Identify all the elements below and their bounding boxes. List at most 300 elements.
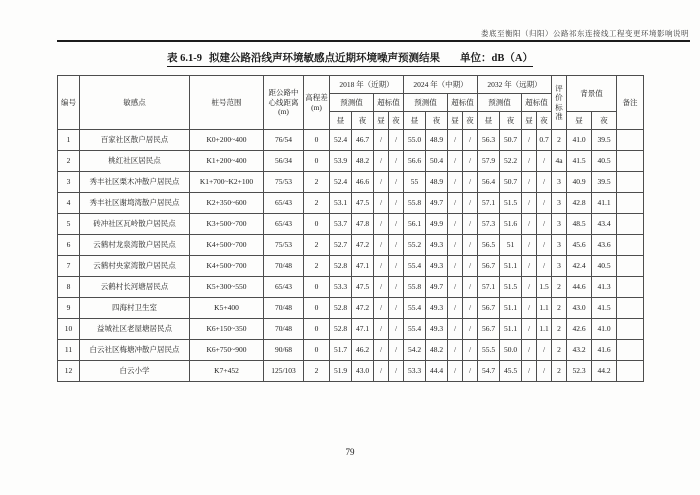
table-cell: 1.1 <box>537 298 552 319</box>
table-cell: 51.7 <box>330 340 352 361</box>
table-cell: / <box>537 151 552 172</box>
table-cell: / <box>448 172 463 193</box>
sensitive-point-cell: 秀丰社区谢塆湾散户居民点 <box>80 193 190 214</box>
table-cell: 52.4 <box>330 172 352 193</box>
table-cell: / <box>448 277 463 298</box>
table-row <box>58 172 644 193</box>
table-cell: 46.7 <box>352 130 374 151</box>
table-cell: 3 <box>552 256 567 277</box>
day-header: 昼 <box>567 112 592 130</box>
table-title-text: 拟建公路沿线声环境敏感点近期环境噪声预测结果 <box>209 53 441 64</box>
table-cell: / <box>389 214 404 235</box>
col-header-background: 背景值 <box>567 76 617 112</box>
table-cell: / <box>374 214 389 235</box>
table-cell: 48.2 <box>426 340 448 361</box>
table-cell: / <box>522 340 537 361</box>
table-cell: 2 <box>304 235 330 256</box>
table-cell: 41.1 <box>592 193 617 214</box>
table-cell: / <box>448 193 463 214</box>
table-cell: 40.5 <box>592 151 617 172</box>
table-cell: 55.2 <box>404 235 426 256</box>
table-cell: 43.4 <box>592 214 617 235</box>
running-header: 娄底至衡阳（归阳）公路祁东连接线工程变更环境影响说明 <box>481 29 689 38</box>
table-cell: 41.3 <box>592 277 617 298</box>
table-cell: 51.5 <box>500 193 522 214</box>
table-cell: / <box>463 277 478 298</box>
table-cell: 0.7 <box>537 130 552 151</box>
table-cell: 51.1 <box>500 256 522 277</box>
table-cell: 70/48 <box>264 256 304 277</box>
elevation-unit: (m) <box>311 102 322 112</box>
table-cell: 2 <box>552 340 567 361</box>
sensitive-point-cell: 四海村卫生室 <box>80 298 190 319</box>
table-cell: 49.9 <box>426 214 448 235</box>
table-cell: 52.8 <box>330 256 352 277</box>
table-cell: 40.9 <box>567 172 592 193</box>
table-cell: 43.6 <box>592 235 617 256</box>
table-cell: 41.5 <box>592 298 617 319</box>
table-cell: K6+750~900 <box>190 340 264 361</box>
table-cell: 50.7 <box>500 172 522 193</box>
sensitive-point-cell: 白云社区梅塘冲散户居民点 <box>80 340 190 361</box>
table-cell: 51.1 <box>500 319 522 340</box>
table-cell: 57.3 <box>478 214 500 235</box>
table-cell: 56.4 <box>478 172 500 193</box>
col-header-remark: 备注 <box>617 76 644 130</box>
table-cell: 70/48 <box>264 319 304 340</box>
table-cell: 42.4 <box>567 256 592 277</box>
table-cell: / <box>522 319 537 340</box>
table-cell: 5 <box>58 214 80 235</box>
table-cell: K7+452 <box>190 361 264 382</box>
table-cell: 43.0 <box>352 361 374 382</box>
table-title <box>57 50 643 67</box>
table-cell: 0 <box>304 340 330 361</box>
table-cell: 3 <box>552 214 567 235</box>
table-cell: / <box>537 214 552 235</box>
table-cell: 47.5 <box>352 193 374 214</box>
table-cell: / <box>448 130 463 151</box>
table-cell: 51 <box>500 235 522 256</box>
table-cell: 0 <box>304 277 330 298</box>
table-cell: K1+200~400 <box>190 151 264 172</box>
table-cell: / <box>463 256 478 277</box>
table-cell: 2 <box>304 361 330 382</box>
table-cell <box>617 277 644 298</box>
table-cell: 3 <box>552 235 567 256</box>
table-cell: 90/68 <box>264 340 304 361</box>
table-cell: 55.8 <box>404 277 426 298</box>
table-cell: 48.9 <box>426 172 448 193</box>
table-cell <box>617 151 644 172</box>
table-cell: 56.5 <box>478 235 500 256</box>
table-cell <box>617 319 644 340</box>
table-cell: / <box>374 235 389 256</box>
table-cell: 12 <box>58 361 80 382</box>
table-cell: 40.5 <box>592 256 617 277</box>
table-cell: / <box>522 172 537 193</box>
table-cell: / <box>463 298 478 319</box>
table-cell: 45.5 <box>500 361 522 382</box>
table-cell: / <box>448 361 463 382</box>
table-cell: / <box>448 214 463 235</box>
table-cell: / <box>463 193 478 214</box>
table-cell: / <box>389 193 404 214</box>
table-cell: / <box>463 172 478 193</box>
table-cell: / <box>389 277 404 298</box>
table-cell <box>617 298 644 319</box>
table-cell: 47.1 <box>352 319 374 340</box>
col-header-period-2018: 2018 年（近期） <box>330 76 404 94</box>
table-cell: 3 <box>58 172 80 193</box>
table-row <box>58 277 644 298</box>
table-cell: 56.1 <box>404 214 426 235</box>
table-cell <box>617 340 644 361</box>
table-cell: 9 <box>58 298 80 319</box>
table-cell: / <box>389 340 404 361</box>
table-cell: 39.5 <box>592 172 617 193</box>
table-cell: 55.4 <box>404 256 426 277</box>
table-cell: 54.7 <box>478 361 500 382</box>
table-cell: 52.8 <box>330 298 352 319</box>
table-cell: 51.5 <box>500 277 522 298</box>
table-cell: / <box>537 235 552 256</box>
table-cell: 41.6 <box>592 340 617 361</box>
table-cell: 56.6 <box>404 151 426 172</box>
table-row <box>58 319 644 340</box>
table-cell: 55.8 <box>404 193 426 214</box>
table-cell: 42.6 <box>567 319 592 340</box>
table-cell: 2 <box>304 256 330 277</box>
table-cell: / <box>389 235 404 256</box>
day-header: 昼 <box>374 112 389 130</box>
table-cell: / <box>374 340 389 361</box>
predicted-header: 预测值 <box>478 94 522 112</box>
table-cell: 2 <box>552 361 567 382</box>
table-cell: K4+500~700 <box>190 235 264 256</box>
table-cell: K5+400 <box>190 298 264 319</box>
table-cell: 56.7 <box>478 256 500 277</box>
table-cell: 53.3 <box>404 361 426 382</box>
table-cell: 44.6 <box>567 277 592 298</box>
table-cell: 10 <box>58 319 80 340</box>
table-cell: 2 <box>552 130 567 151</box>
col-header-no: 编号 <box>58 76 80 130</box>
table-cell: K2+350~600 <box>190 193 264 214</box>
table-cell <box>617 172 644 193</box>
sensitive-point-cell: 白云小学 <box>80 361 190 382</box>
distance-label: 距公路中心线距离 <box>268 88 299 107</box>
night-header: 夜 <box>352 112 374 130</box>
table-cell: 70/48 <box>264 298 304 319</box>
table-cell: 57.1 <box>478 277 500 298</box>
table-cell: 125/103 <box>264 361 304 382</box>
table-cell: 65/43 <box>264 277 304 298</box>
table-cell: 55.4 <box>404 319 426 340</box>
table-cell: / <box>537 361 552 382</box>
table-cell: / <box>522 151 537 172</box>
table-cell: 53.7 <box>330 214 352 235</box>
table-cell: 55.5 <box>478 340 500 361</box>
table-cell: / <box>448 151 463 172</box>
table-cell: 2 <box>552 319 567 340</box>
col-header-period-2032: 2032 年（远期） <box>478 76 552 94</box>
table-cell <box>617 130 644 151</box>
table-cell: 52.3 <box>567 361 592 382</box>
table-cell: / <box>463 235 478 256</box>
table-cell: 0 <box>304 214 330 235</box>
table-cell: 3 <box>552 193 567 214</box>
table-cell: 53.3 <box>330 277 352 298</box>
table-cell: 49.3 <box>426 319 448 340</box>
table-cell: / <box>522 361 537 382</box>
table-cell: K6+150~350 <box>190 319 264 340</box>
table-cell: / <box>374 151 389 172</box>
table-cell: 47.5 <box>352 277 374 298</box>
table-cell: 4 <box>58 193 80 214</box>
table-cell: 4a <box>552 151 567 172</box>
table-cell: / <box>389 130 404 151</box>
table-cell: / <box>463 361 478 382</box>
col-header-sensitive-point: 敏感点 <box>80 76 190 130</box>
table-cell: / <box>463 340 478 361</box>
table-cell: 46.6 <box>352 172 374 193</box>
table-row <box>58 361 644 382</box>
table-cell: 41.5 <box>567 151 592 172</box>
table-cell: / <box>522 256 537 277</box>
table-cell: / <box>374 298 389 319</box>
exceed-header: 超标值 <box>448 94 478 112</box>
table-cell: / <box>448 319 463 340</box>
table-cell: 2 <box>552 298 567 319</box>
table-cell: / <box>374 193 389 214</box>
table-cell: 7 <box>58 256 80 277</box>
night-header: 夜 <box>426 112 448 130</box>
table-cell: / <box>463 130 478 151</box>
table-cell: 53.9 <box>330 151 352 172</box>
table-cell: 55 <box>404 172 426 193</box>
table-cell: / <box>374 130 389 151</box>
table-row <box>58 214 644 235</box>
table-cell: 55.0 <box>404 130 426 151</box>
table-cell: 1.5 <box>537 277 552 298</box>
sensitive-point-cell: 百家社区散户居民点 <box>80 130 190 151</box>
table-cell: / <box>522 298 537 319</box>
table-cell: 54.2 <box>404 340 426 361</box>
table-cell: 0 <box>304 319 330 340</box>
table-cell: 52.2 <box>500 151 522 172</box>
table-cell: / <box>389 298 404 319</box>
table-cell: / <box>522 130 537 151</box>
table-cell: 1.1 <box>537 319 552 340</box>
elevation-label: 高程差 <box>305 93 328 103</box>
table-cell: 49.3 <box>426 235 448 256</box>
header-row-1 <box>58 76 644 94</box>
table-title-label: 表 6.1-9 <box>167 53 203 64</box>
table-cell: 65/43 <box>264 214 304 235</box>
table-cell: 75/53 <box>264 172 304 193</box>
exceed-header: 超标值 <box>374 94 404 112</box>
table-cell: 2 <box>552 277 567 298</box>
table-cell: 65/43 <box>264 193 304 214</box>
day-header: 昼 <box>522 112 537 130</box>
table-cell: 43.2 <box>567 340 592 361</box>
table-cell: / <box>374 319 389 340</box>
table-cell: K5+300~550 <box>190 277 264 298</box>
table-cell: 45.6 <box>567 235 592 256</box>
table-cell: / <box>448 256 463 277</box>
table-cell: 76/54 <box>264 130 304 151</box>
col-header-distance <box>264 76 304 130</box>
table-cell: 44.4 <box>426 361 448 382</box>
table-cell: 56/34 <box>264 151 304 172</box>
table-cell: 56.3 <box>478 130 500 151</box>
day-header: 昼 <box>448 112 463 130</box>
table-row <box>58 193 644 214</box>
table-cell: / <box>374 277 389 298</box>
table-cell: 8 <box>58 277 80 298</box>
table-row <box>58 256 644 277</box>
table-cell: / <box>522 193 537 214</box>
table-cell <box>617 235 644 256</box>
sensitive-point-cell: 云鹤村长河塘居民点 <box>80 277 190 298</box>
table-cell: 52.4 <box>330 130 352 151</box>
table-cell: / <box>448 235 463 256</box>
table-cell: 44.2 <box>592 361 617 382</box>
table-cell: 47.2 <box>352 235 374 256</box>
table-cell: / <box>537 193 552 214</box>
table-cell: 0 <box>304 151 330 172</box>
table-cell: 56.7 <box>478 319 500 340</box>
table-cell: 2 <box>58 151 80 172</box>
table-row <box>58 298 644 319</box>
table-cell: / <box>448 298 463 319</box>
table-cell: 49.7 <box>426 193 448 214</box>
table-cell: 48.9 <box>426 130 448 151</box>
table-cell: 52.8 <box>330 319 352 340</box>
table-cell <box>617 256 644 277</box>
table-cell <box>617 214 644 235</box>
sensitive-point-cell: 桃红社区居民点 <box>80 151 190 172</box>
table-cell: / <box>374 172 389 193</box>
night-header: 夜 <box>500 112 522 130</box>
table-cell: 52.7 <box>330 235 352 256</box>
table-cell: 47.1 <box>352 256 374 277</box>
table-cell: / <box>522 277 537 298</box>
table-cell: / <box>463 151 478 172</box>
table-body <box>58 130 644 382</box>
table-cell: 48.2 <box>352 151 374 172</box>
table-cell: 50.4 <box>426 151 448 172</box>
table-cell: 49.3 <box>426 298 448 319</box>
table-cell: 46.2 <box>352 340 374 361</box>
table-cell: 1 <box>58 130 80 151</box>
table-cell: 43.0 <box>567 298 592 319</box>
header-rule <box>57 40 690 42</box>
table-cell: 75/53 <box>264 235 304 256</box>
day-header: 昼 <box>330 112 352 130</box>
table-cell: K0+200~400 <box>190 130 264 151</box>
day-header: 昼 <box>478 112 500 130</box>
table-cell: / <box>389 172 404 193</box>
table-cell: / <box>537 256 552 277</box>
table-cell: 56.7 <box>478 298 500 319</box>
sensitive-point-cell: 秀丰社区栗木冲散户居民点 <box>80 172 190 193</box>
distance-unit: (m) <box>278 107 289 117</box>
predicted-header: 预测值 <box>404 94 448 112</box>
table-row <box>58 151 644 172</box>
table-cell: K3+500~700 <box>190 214 264 235</box>
table-cell: K1+700~K2+100 <box>190 172 264 193</box>
table-cell: 47.2 <box>352 298 374 319</box>
table-cell: / <box>374 256 389 277</box>
table-cell: / <box>389 361 404 382</box>
table-cell: 55.4 <box>404 298 426 319</box>
table-cell: 39.5 <box>592 130 617 151</box>
table-cell: / <box>537 340 552 361</box>
night-header: 夜 <box>592 112 617 130</box>
table-cell: 50.7 <box>500 130 522 151</box>
table-cell: / <box>463 214 478 235</box>
table-cell: 0 <box>304 130 330 151</box>
table-cell: 6 <box>58 235 80 256</box>
sensitive-point-cell: 云鹤村央家湾散户居民点 <box>80 256 190 277</box>
table-cell: 50.0 <box>500 340 522 361</box>
table-cell: 57.9 <box>478 151 500 172</box>
col-header-stake-range: 桩号范围 <box>190 76 264 130</box>
col-header-elevation <box>304 76 330 130</box>
table-cell: 48.5 <box>567 214 592 235</box>
predicted-header: 预测值 <box>330 94 374 112</box>
table-cell: K4+500~700 <box>190 256 264 277</box>
table-cell: 3 <box>552 172 567 193</box>
table-cell: 51.1 <box>500 298 522 319</box>
table-unit-label: 单位：dB（A） <box>460 53 533 64</box>
table-cell: / <box>448 340 463 361</box>
table-cell: / <box>537 172 552 193</box>
table-cell: 41.0 <box>567 130 592 151</box>
day-header: 昼 <box>404 112 426 130</box>
night-header: 夜 <box>389 112 404 130</box>
table-cell <box>617 361 644 382</box>
sensitive-point-cell: 云鹤村龙泉湾散户居民点 <box>80 235 190 256</box>
table-row <box>58 235 644 256</box>
table-cell: 51.9 <box>330 361 352 382</box>
table-cell: 42.8 <box>567 193 592 214</box>
table-cell: 47.8 <box>352 214 374 235</box>
table-cell: / <box>522 214 537 235</box>
table-row <box>58 340 644 361</box>
table-cell: 49.3 <box>426 256 448 277</box>
table-cell: 41.0 <box>592 319 617 340</box>
page-number: 79 <box>345 447 355 457</box>
table-cell: 2 <box>304 193 330 214</box>
table-row <box>58 130 644 151</box>
exceed-header: 超标值 <box>522 94 552 112</box>
table-cell: 49.7 <box>426 277 448 298</box>
table-cell: 0 <box>304 298 330 319</box>
sensitive-point-cell: 砖冲社区瓦岭散户居民点 <box>80 214 190 235</box>
table-cell: 53.1 <box>330 193 352 214</box>
table-cell: 11 <box>58 340 80 361</box>
night-header: 夜 <box>463 112 478 130</box>
col-header-period-2024: 2024 年（中期） <box>404 76 478 94</box>
table-cell: 2 <box>304 172 330 193</box>
table-cell <box>617 193 644 214</box>
table-cell: / <box>389 256 404 277</box>
table-cell: / <box>389 151 404 172</box>
noise-prediction-table <box>57 75 644 382</box>
